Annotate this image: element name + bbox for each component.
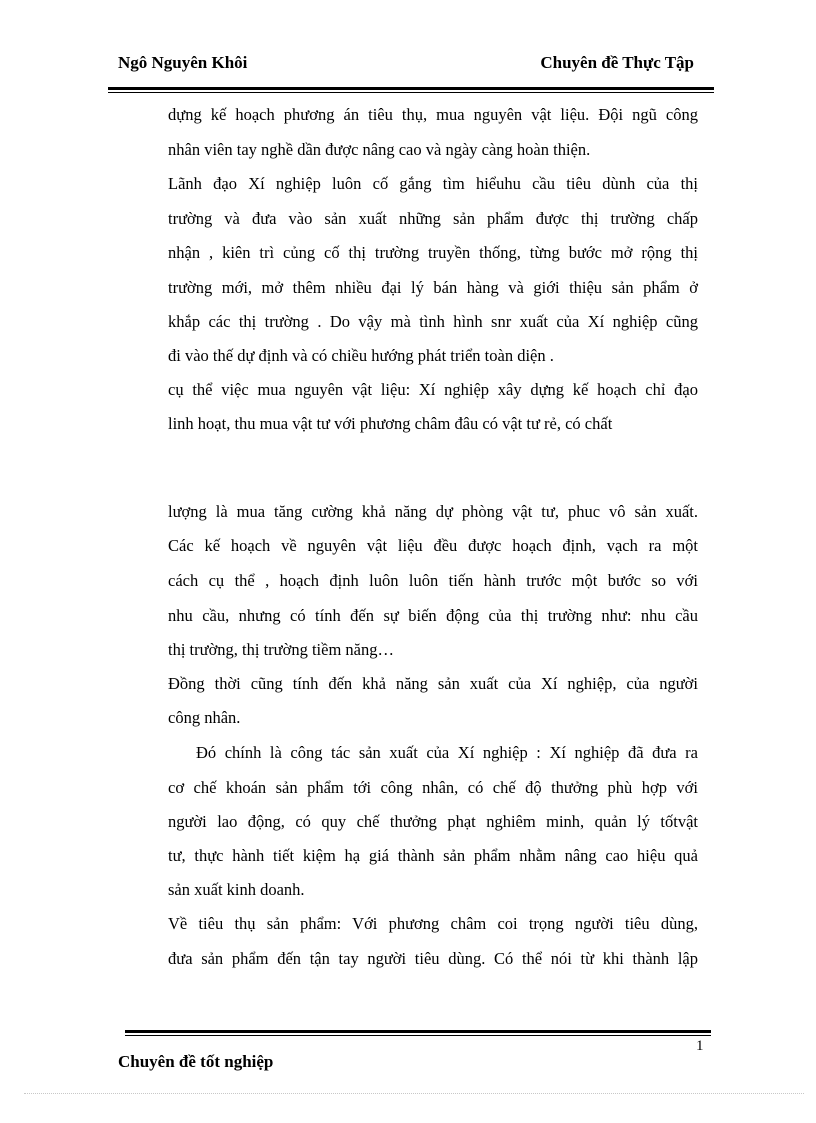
body-line: công nhân. bbox=[168, 708, 241, 727]
body-line: Đó chính là công tác sản xuất của Xí nghiệp : Xí nghiệp đã đưa ra bbox=[196, 743, 698, 762]
body-line: cơ chế khoán sản phẩm tới công nhân, có chế độ thưởng phù hợp với bbox=[168, 778, 698, 797]
body-line: cụ thể việc mua nguyên vật liệu: Xí nghiệp xây dựng kế hoạch chỉ đạo bbox=[168, 380, 698, 399]
header-author: Ngô Nguyên Khôi bbox=[118, 53, 248, 72]
body-line: trường và đưa vào sản xuất những sản phẩm được thị trường chấp bbox=[168, 209, 698, 228]
footer-label: Chuyên đề tốt nghiệp bbox=[118, 1052, 274, 1071]
footer-divider bbox=[125, 1030, 711, 1038]
body-line: linh hoạt, thu mua vật tư với phương châm đâu có vật tư rẻ, có chất bbox=[168, 414, 613, 433]
page-bottom-border bbox=[24, 1093, 804, 1094]
body-line: khắp các thị trường . Do vậy mà tình hình snr xuất của Xí nghiệp cũng bbox=[168, 312, 698, 331]
body-line: lượng là mua tăng cường khả năng dự phòng vật tư, phuc vô sản xuất. bbox=[168, 502, 698, 521]
body-line: tư, thực hành tiết kiệm hạ giá thành sản phẩm nhằm nâng cao hiệu quả bbox=[168, 846, 698, 865]
body-line: Đồng thời cũng tính đến khả năng sản xuất của Xí nghiệp, của người bbox=[168, 674, 698, 693]
body-line: đưa sản phẩm đến tận tay người tiêu dùng. Có thể nói từ khi thành lập bbox=[168, 949, 698, 968]
body-line: nhận , kiên trì củng cố thị trường truyền thống, từng bước mở rộng thị bbox=[168, 243, 698, 262]
body-line: người lao động, có quy chế thưởng phạt nghiêm minh, quản lý tốtvật bbox=[168, 812, 698, 831]
header-divider bbox=[108, 87, 714, 97]
body-line: nhu cầu, nhưng có tính đến sự biến động của thị trường như: nhu cầu bbox=[168, 606, 698, 625]
header-title: Chuyên đề Thực Tập bbox=[540, 53, 694, 72]
body-line: Về tiêu thụ sản phẩm: Với phương châm coi trọng người tiêu dùng, bbox=[168, 914, 698, 933]
body-line: thị trường, thị trường tiềm năng… bbox=[168, 640, 394, 659]
page-number: 1 bbox=[696, 1038, 704, 1054]
body-line: dựng kế hoạch phương án tiêu thụ, mua nguyên vật liệu. Đội ngũ công bbox=[168, 105, 698, 124]
body-line: trường mới, mở thêm nhiều đại lý bán hàng và giới thiệu sản phẩm ở bbox=[168, 278, 698, 297]
body-line: sản xuất kinh doanh. bbox=[168, 880, 305, 899]
body-line: Các kế hoạch về nguyên vật liệu đều được hoạch định, vạch ra một bbox=[168, 536, 698, 555]
body-line: đi vào thế dự định và có chiều hướng phát triển toàn diện . bbox=[168, 346, 554, 365]
body-line: nhân viên tay nghề dần được nâng cao và ngày càng hoàn thiện. bbox=[168, 140, 591, 159]
body-line: cách cụ thể , hoạch định luôn luôn tiến hành trước một bước so với bbox=[168, 571, 698, 590]
body-line: Lãnh đạo Xí nghiệp luôn cố gắng tìm hiểuhu cầu tiêu dùnh của thị bbox=[168, 174, 698, 193]
